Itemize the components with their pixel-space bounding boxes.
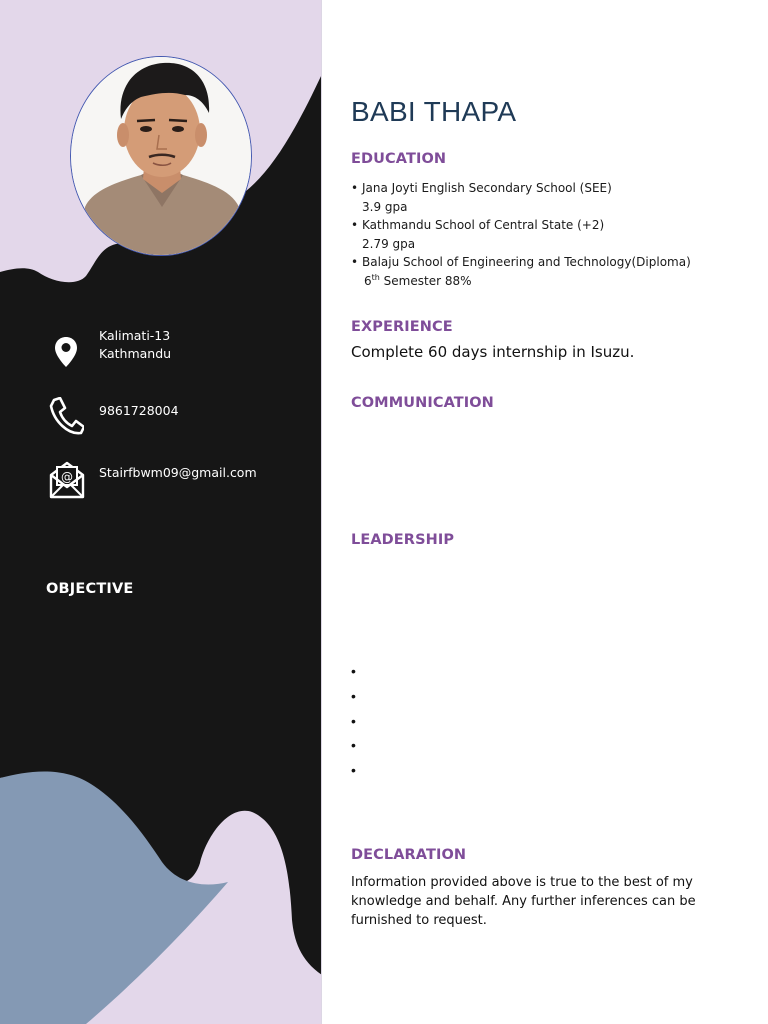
school-result: 6th Semester 88% [364, 272, 472, 288]
school-result: 2.79 gpa [362, 236, 416, 251]
leadership-heading: LEADERSHIP [351, 532, 455, 548]
phone-number[interactable]: 9861728004 [99, 403, 179, 418]
candidate-name: BABI THAPA [351, 96, 517, 127]
list-item: • [351, 663, 356, 679]
avatar-portrait [71, 57, 252, 256]
experience-heading: EXPERIENCE [351, 319, 453, 335]
objective-heading: OBJECTIVE [46, 581, 134, 597]
education-list [351, 179, 751, 291]
school-name: Kathmandu School of Central State (+2) [362, 218, 605, 233]
list-item: • [351, 762, 356, 779]
column-divider [321, 0, 322, 1024]
address-line2: Kathmandu [99, 346, 172, 361]
school-result: 3.9 gpa [362, 199, 408, 214]
address-line1: Kalimati-13 [99, 328, 171, 343]
location-pin-icon [54, 336, 78, 368]
list-item: • [351, 712, 356, 729]
experience-text: Complete 60 days internship in Isuzu. [351, 343, 635, 361]
list-item: • Kathmandu School of Central State (+2) [351, 218, 605, 233]
education-heading: EDUCATION [351, 151, 447, 167]
school-name: Jana Joyti English Secondary School (SEE) [362, 181, 612, 195]
list-item: • Balaju School of Engineering and Technology(Diploma) [351, 255, 691, 270]
email-address[interactable]: Stairfbwm09@gmail.com [99, 465, 257, 480]
declaration-text: Information provided above is true to the best of my knowledge and behalf. Any further inferences can be furnished to request. [351, 875, 696, 928]
phone-icon [48, 397, 84, 435]
email-icon [49, 459, 85, 499]
communication-heading: COMMUNICATION [351, 395, 494, 411]
profile-photo [70, 56, 252, 256]
school-name: Balaju School of Engineering and Technology(Diploma) [362, 255, 691, 270]
list-item: • Jana Joyti English Secondary School (SEE) [351, 181, 612, 195]
leadership-bullet-list [351, 659, 356, 783]
svg-text:@: @ [61, 470, 73, 484]
list-item: • [351, 737, 356, 754]
list-item: • [351, 687, 356, 704]
declaration-heading: DECLARATION [351, 847, 467, 863]
